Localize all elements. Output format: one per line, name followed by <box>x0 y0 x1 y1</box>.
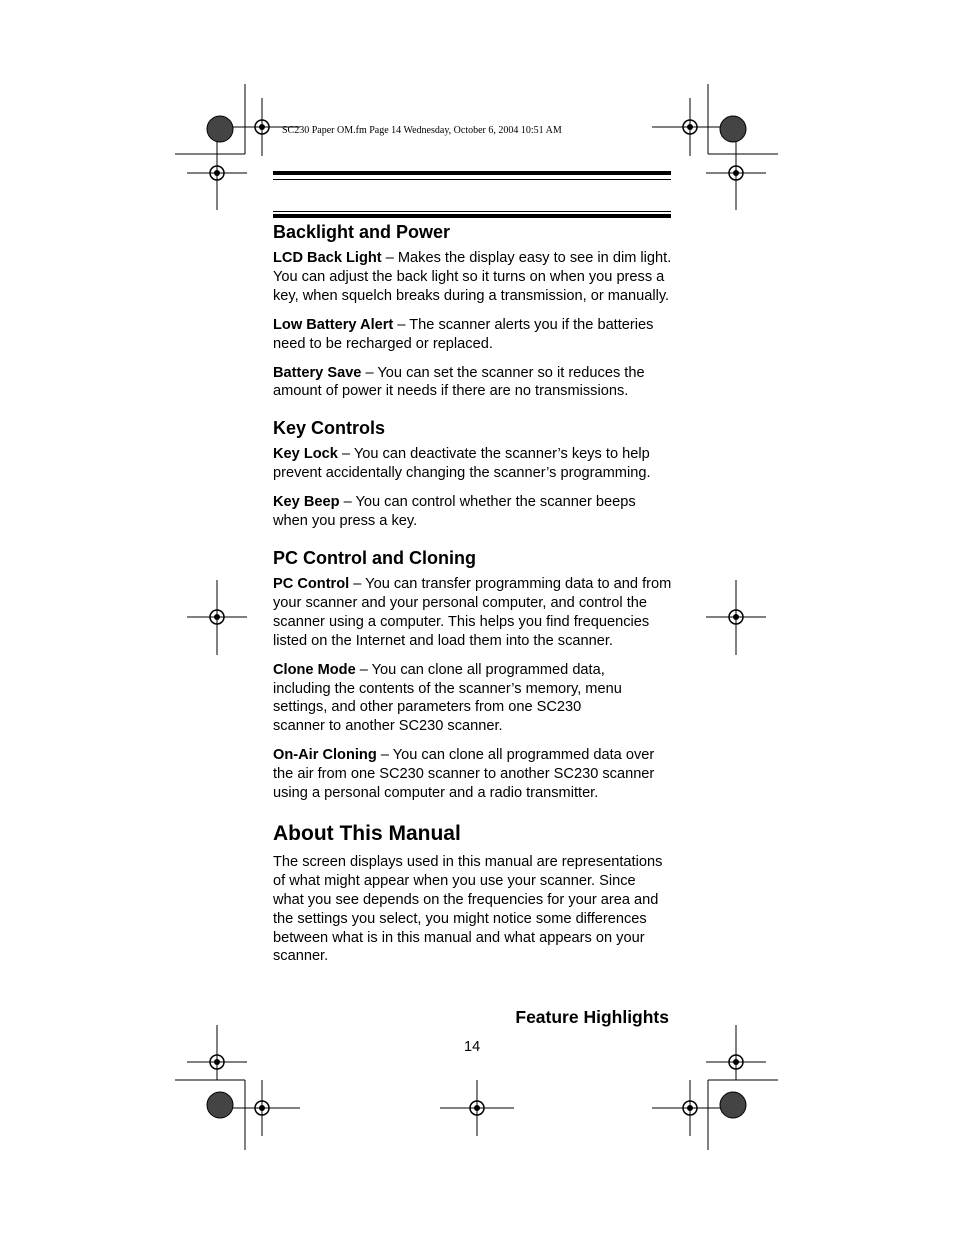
term: PC Control <box>273 575 350 592</box>
term: Clone Mode <box>273 661 356 678</box>
section-rule-thick <box>273 214 671 218</box>
term: LCD Back Light <box>273 250 382 266</box>
page-content <box>273 221 673 976</box>
desc: – You can transfer programming data to and from your scanner and your personal computer, and control the scanner using a computer. This helps you find frequencies listed on the Internet and load them into the scanner. <box>273 575 672 649</box>
para-key-beep <box>273 493 673 531</box>
term: Key Lock <box>273 446 338 463</box>
para-about-manual: The screen displays used in this manual are representations of what might appear when you use your scanner. Since what you see depends on the frequencies for your area and the settings you select, you might notice some differences between what is in this manual and what appears on your scanner. <box>273 853 663 965</box>
para-pc-control <box>273 575 673 651</box>
page-number: 14 <box>464 1039 481 1055</box>
footer-section-title: Feature Highlights <box>515 1007 669 1027</box>
desc: – The scanner alerts you if the batteries need to be recharged or replaced. <box>273 316 654 352</box>
term: Battery Save <box>273 364 362 381</box>
desc: – You can control whether the scanner beeps when you press a key. <box>273 494 636 530</box>
para-key-lock <box>273 445 673 483</box>
desc: – You can set the scanner so it reduces the amount of power it needs if there are no transmissions. <box>273 364 645 400</box>
heading-key-controls: Key Controls <box>273 418 386 439</box>
desc: – You can deactivate the scanner’s keys to help prevent accidentally changing the scanner’s programming. <box>273 446 651 482</box>
file-header-meta: SC230 Paper OM.fm Page 14 Wednesday, October 6, 2004 10:51 AM <box>282 125 562 136</box>
para-lcd-back-light <box>273 249 673 306</box>
para-clone-mode <box>273 661 633 737</box>
para-low-battery-alert <box>273 316 673 354</box>
top-rule-thick <box>273 171 671 175</box>
top-rule-thin <box>273 179 671 180</box>
term: Low Battery Alert <box>273 316 394 333</box>
section-rule-thin <box>273 211 671 212</box>
heading-about-manual: About This Manual <box>273 821 461 845</box>
para-battery-save <box>273 364 673 402</box>
desc: – You can clone all programmed data over the air from one SC230 scanner to another SC230 scanner using a personal computer and a radio transmitter. <box>273 747 655 802</box>
para-on-air-cloning <box>273 746 673 803</box>
heading-backlight-power: Backlight and Power <box>273 222 451 242</box>
desc: – Makes the display easy to see in dim light. You can adjust the back light so it turns on when you press a key, when squelch breaks during a transmission, or manually. <box>273 250 672 304</box>
term: On-Air Cloning <box>273 747 377 764</box>
term: Key Beep <box>273 494 340 511</box>
desc: – You can clone all programmed data, including the contents of the scanner’s memory, menu settings, and other parameters from one SC230 scanner to another SC230 scanner. <box>273 661 622 735</box>
heading-pc-control-cloning: PC Control and Cloning <box>273 547 476 568</box>
